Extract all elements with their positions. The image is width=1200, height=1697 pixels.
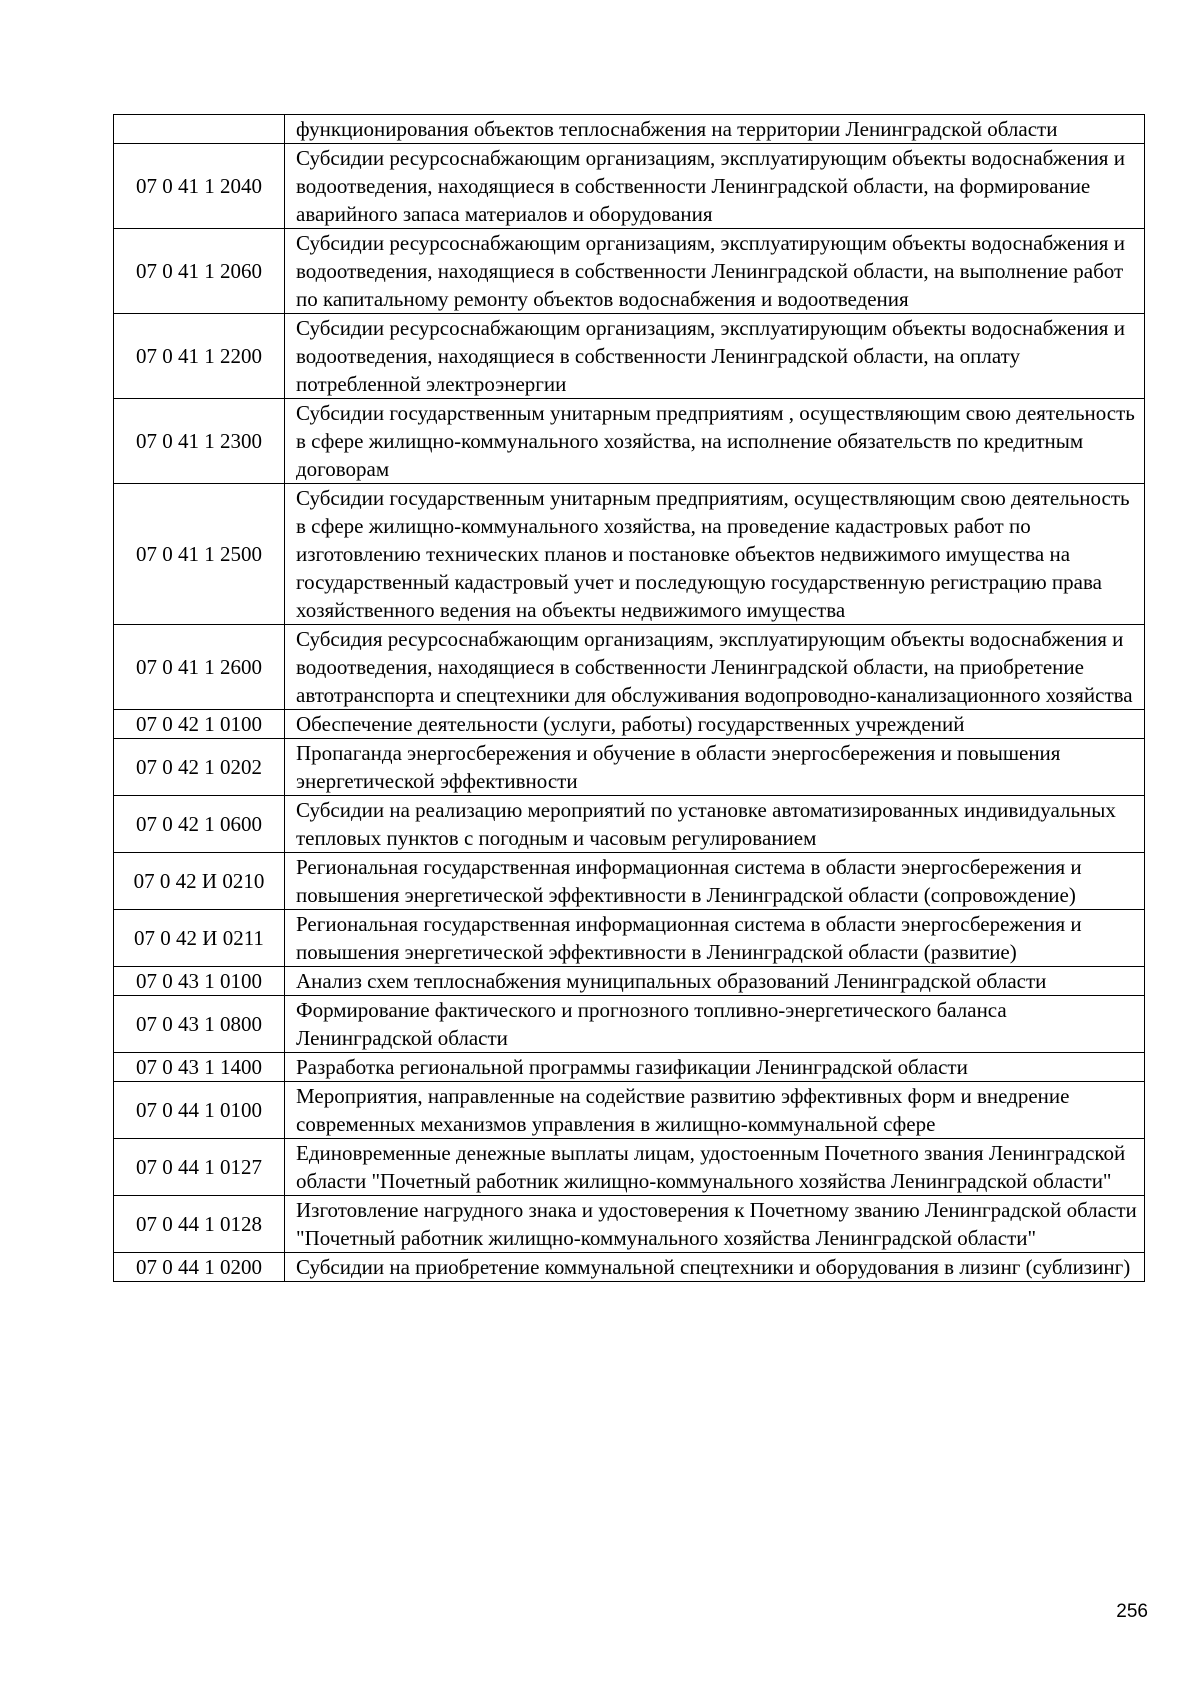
table-row [114, 144, 1145, 229]
row-description: Субсидии государственным унитарным предприятиям, осуществляющим свою деятельность в сфере жилищно-коммунального хозяйства, на проведение кадастровых работ по изготовлению технических планов и постановке объектов недвижимого имущества на государственный кадастровый учет и последующую государственную регистрацию права хозяйственного ведения на объекты недвижимого имущества [285, 484, 1145, 625]
table-row [114, 739, 1145, 796]
row-description: Субсидии ресурсоснабжающим организациям, эксплуатирующим объекты водоснабжения и водоотведения, находящиеся в собственности Ленинградской области, на оплату потребленной электроэнергии [285, 314, 1145, 399]
row-description: Субсидии ресурсоснабжающим организациям, эксплуатирующим объекты водоснабжения и водоотведения, находящиеся в собственности Ленинградской области, на выполнение работ по капитальному ремонту объектов водоснабжения и водоотведения [285, 229, 1145, 314]
row-description: Региональная государственная информационная система в области энергосбережения и повышения энергетической эффективности в Ленинградской области (сопровождение) [285, 853, 1145, 910]
row-description: Пропаганда энергосбережения и обучение в области энергосбережения и повышения энергетической эффективности [285, 739, 1145, 796]
row-description: Мероприятия, направленные на содействие развитию эффективных форм и внедрение современных механизмов управления в жилищно-коммунальной сфере [285, 1082, 1145, 1139]
table-row [114, 625, 1145, 710]
table-row [114, 853, 1145, 910]
row-code: 07 0 41 1 2500 [114, 484, 285, 625]
table-row [114, 967, 1145, 996]
table-row [114, 1253, 1145, 1282]
row-description: Региональная государственная информационная система в области энергосбережения и повышения энергетической эффективности в Ленинградской области (развитие) [285, 910, 1145, 967]
row-description: Анализ схем теплоснабжения муниципальных образований Ленинградской области [285, 967, 1145, 996]
table-row [114, 710, 1145, 739]
page-number: 256 [1116, 1601, 1148, 1622]
row-description: Обеспечение деятельности (услуги, работы) государственных учреждений [285, 710, 1145, 739]
row-description: Субсидии на приобретение коммунальной спецтехники и оборудования в лизинг (сублизинг) [285, 1253, 1145, 1282]
row-description: функционирования объектов теплоснабжения на территории Ленинградской области [285, 115, 1145, 144]
table-row [114, 1196, 1145, 1253]
row-code: 07 0 41 1 2040 [114, 144, 285, 229]
table-row [114, 399, 1145, 484]
row-description: Разработка региональной программы газификации Ленинградской области [285, 1053, 1145, 1082]
table-row [114, 996, 1145, 1053]
row-code: 07 0 42 1 0600 [114, 796, 285, 853]
row-description: Субсидии государственным унитарным предприятиям , осуществляющим свою деятельность в сфере жилищно-коммунального хозяйства, на исполнение обязательств по кредитным договорам [285, 399, 1145, 484]
row-code: 07 0 44 1 0128 [114, 1196, 285, 1253]
table-row [114, 796, 1145, 853]
row-description: Изготовление нагрудного знака и удостоверения к Почетному званию Ленинградской области "Почетный работник жилищно-коммунального хозяйства Ленинградской области" [285, 1196, 1145, 1253]
row-code [114, 115, 285, 144]
table-row [114, 484, 1145, 625]
row-code: 07 0 43 1 0800 [114, 996, 285, 1053]
row-code: 07 0 41 1 2200 [114, 314, 285, 399]
row-code: 07 0 43 1 1400 [114, 1053, 285, 1082]
row-code: 07 0 44 1 0127 [114, 1139, 285, 1196]
row-code: 07 0 41 1 2300 [114, 399, 285, 484]
table-row [114, 1139, 1145, 1196]
row-code: 07 0 42 1 0202 [114, 739, 285, 796]
row-description: Субсидия ресурсоснабжающим организациям, эксплуатирующим объекты водоснабжения и водоотведения, находящиеся в собственности Ленинградской области, на приобретение автотранспорта и спецтехники для обслуживания водопроводно-канализационного хозяйства [285, 625, 1145, 710]
table-row [114, 314, 1145, 399]
table-body [114, 115, 1145, 1282]
row-code: 07 0 41 1 2060 [114, 229, 285, 314]
row-description: Единовременные денежные выплаты лицам, удостоенным Почетного звания Ленинградской области "Почетный работник жилищно-коммунального хозяйства Ленинградской области" [285, 1139, 1145, 1196]
row-code: 07 0 42 И 0210 [114, 853, 285, 910]
row-code: 07 0 42 И 0211 [114, 910, 285, 967]
table-row [114, 229, 1145, 314]
row-description: Субсидии на реализацию мероприятий по установке автоматизированных индивидуальных тепловых пунктов с погодным и часовым регулированием [285, 796, 1145, 853]
row-code: 07 0 43 1 0100 [114, 967, 285, 996]
row-description: Формирование фактического и прогнозного топливно-энергетического баланса Ленинградской области [285, 996, 1145, 1053]
table-row [114, 115, 1145, 144]
row-code: 07 0 44 1 0200 [114, 1253, 285, 1282]
table-row [114, 1082, 1145, 1139]
table-row [114, 1053, 1145, 1082]
row-code: 07 0 44 1 0100 [114, 1082, 285, 1139]
budget-code-table [113, 114, 1145, 1282]
row-code: 07 0 42 1 0100 [114, 710, 285, 739]
row-description: Субсидии ресурсоснабжающим организациям, эксплуатирующим объекты водоснабжения и водоотведения, находящиеся в собственности Ленинградской области, на формирование аварийного запаса материалов и оборудования [285, 144, 1145, 229]
table-row [114, 910, 1145, 967]
row-code: 07 0 41 1 2600 [114, 625, 285, 710]
